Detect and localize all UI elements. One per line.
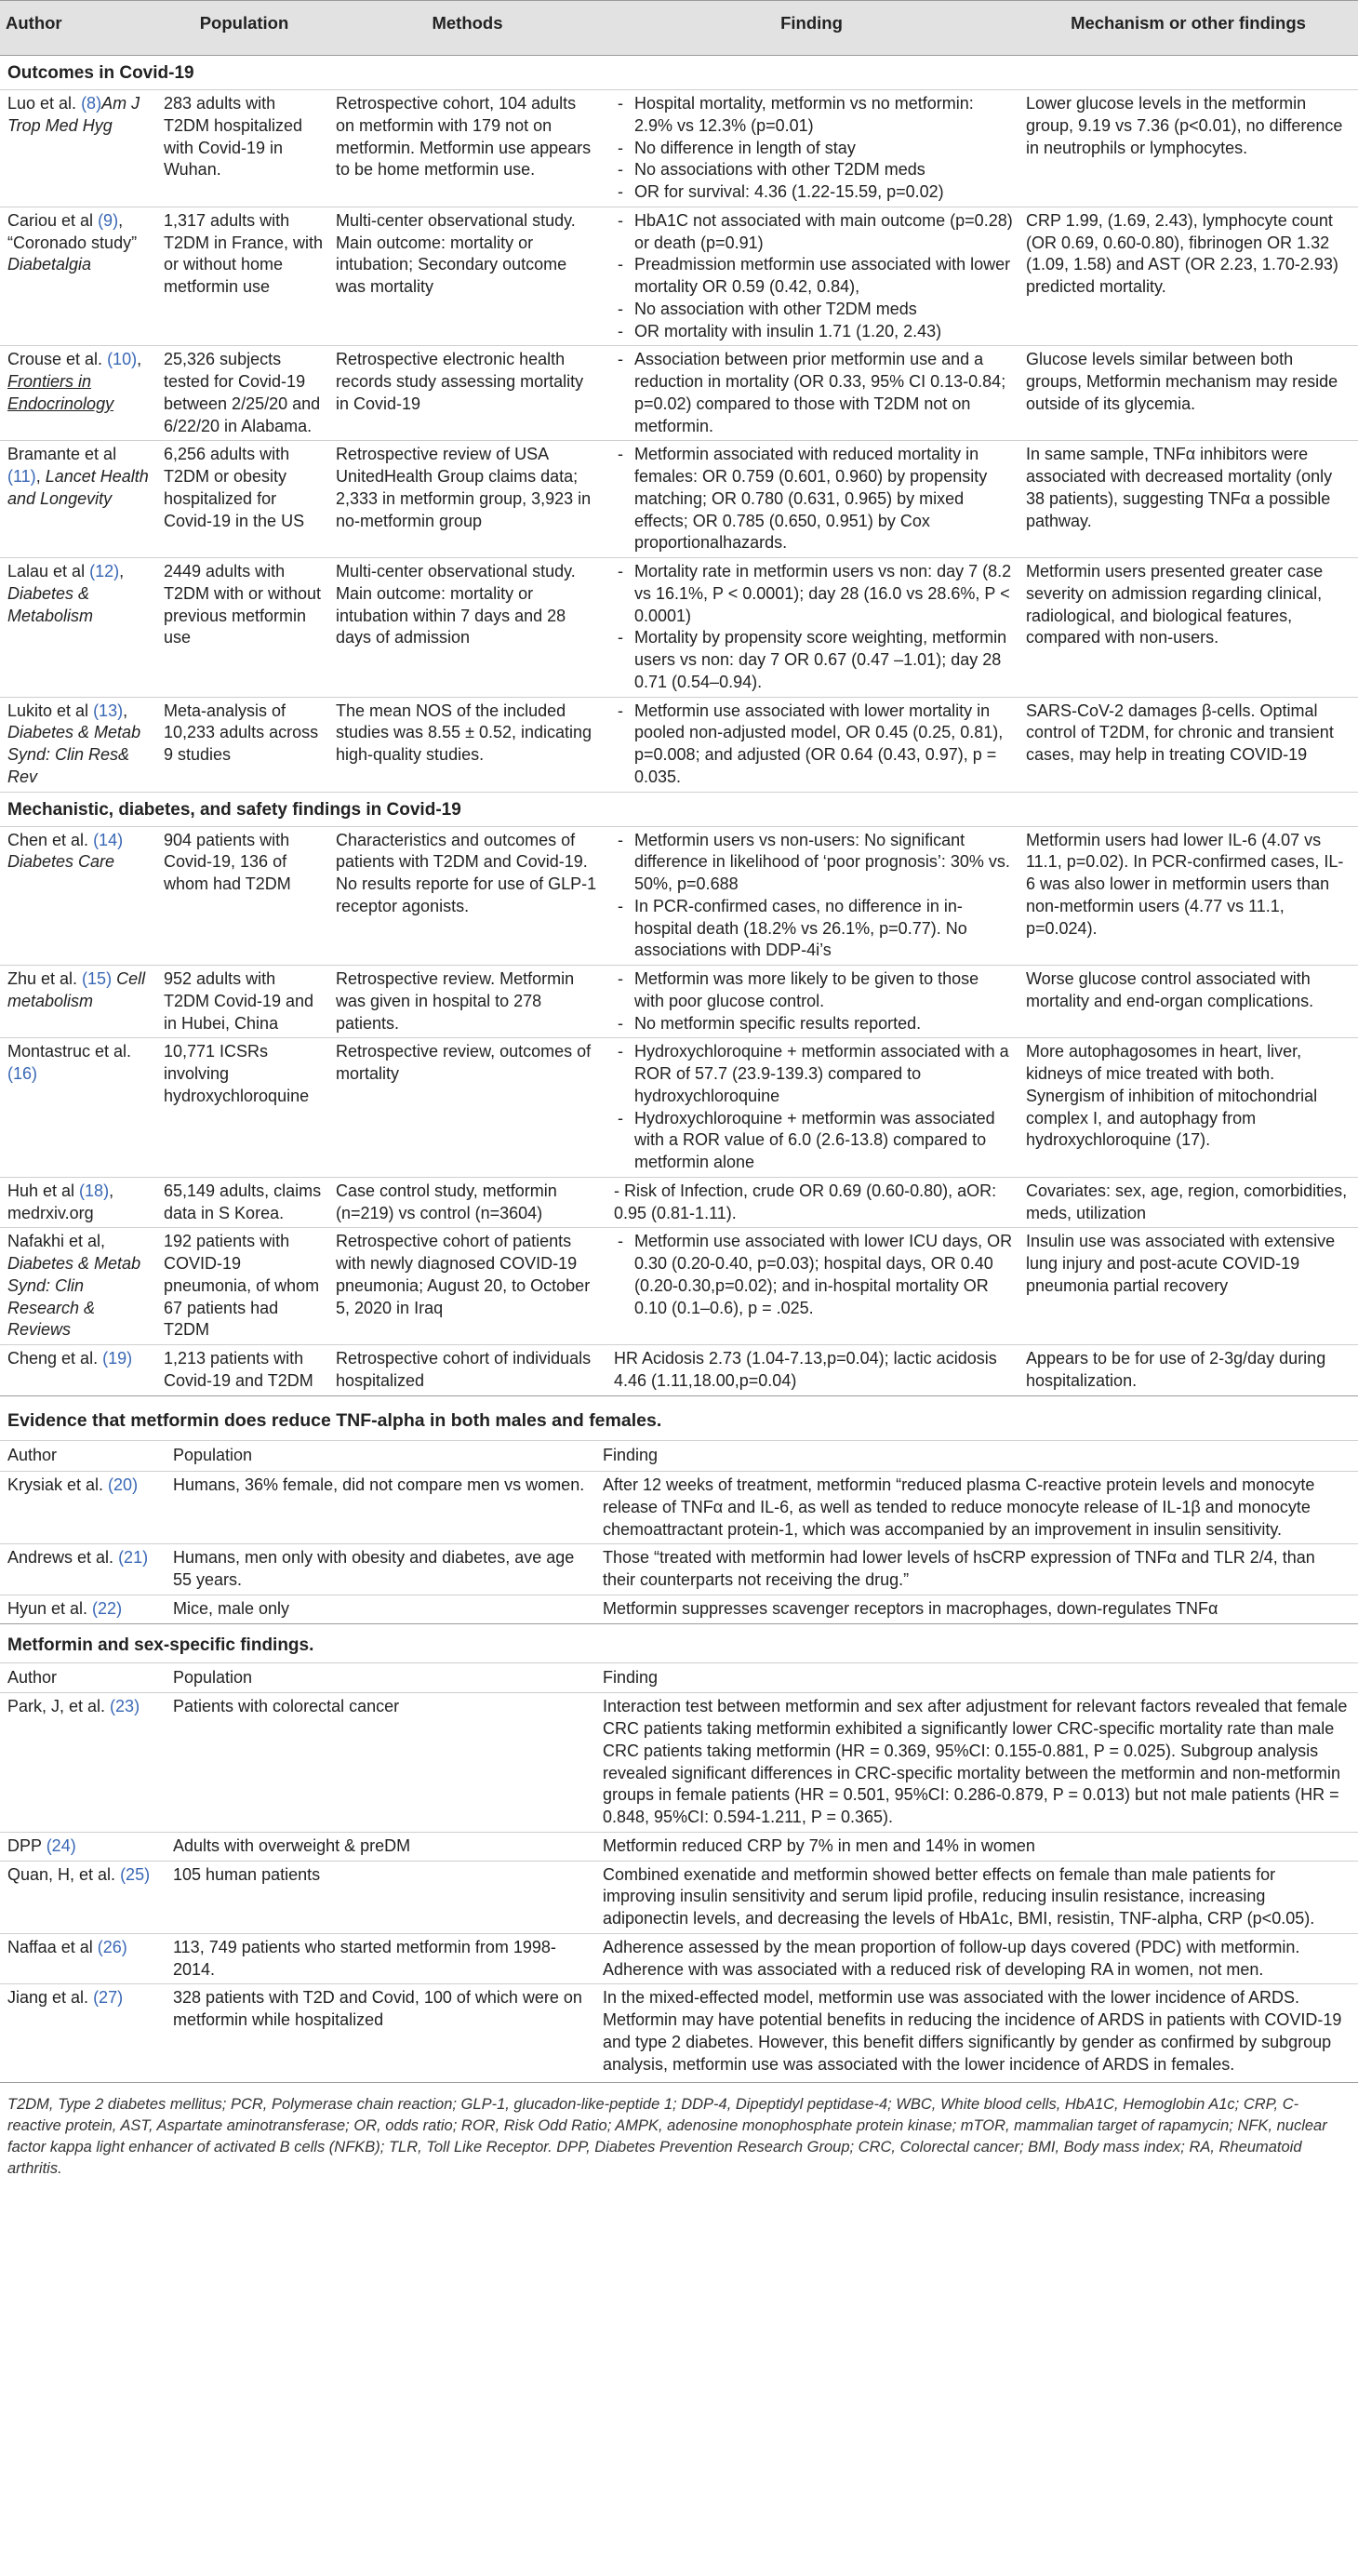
population-text: 10,771 ICSRs involving hydroxychloroquine: [164, 1042, 310, 1105]
author-ref-link[interactable]: (22): [92, 1598, 123, 1618]
cell-mechanism: [1018, 441, 1358, 557]
header-methods: Methods: [432, 13, 503, 33]
author-ref-link[interactable]: (16): [7, 1064, 38, 1084]
cell-finding: [605, 207, 1018, 346]
sex-section-header: [0, 1662, 1358, 1693]
cell-finding: [595, 1595, 1358, 1623]
cell-population: [166, 1984, 595, 2078]
cell-population: [158, 966, 330, 1037]
finding-text: Those “treated with metformin had lower levels of hsCRP expression of TNFα and TLR 2/4, than their counterparts not receiving the drug.”: [603, 1548, 1315, 1590]
table-row: [0, 1832, 1358, 1861]
finding-list: [614, 93, 1013, 204]
author-journal: Am J Trop Med Hyg: [7, 94, 140, 135]
author-name: Hyun et al.: [7, 1598, 93, 1618]
cell-population: [158, 90, 330, 207]
finding-item: - OR mortality with insulin 1.71 (1.20, 2.43): [614, 321, 1013, 343]
cell-population: [158, 827, 330, 966]
author-ref-link[interactable]: (20): [108, 1475, 139, 1495]
mechanism-text: CRP 1.99, (1.69, 2.43), lymphocyte count (OR 0.69, 0.60-0.80), fibrinogen OR 1.32 (1.09, 1.58) and AST (OR 2.23, 1.70-2.93) predicted mortality.: [1026, 210, 1338, 297]
author-sep: , “Coronado study”: [7, 210, 138, 252]
methods-text: Retrospective cohort, 104 adults on metformin with 179 not on metformin. Metformin use appears to be home metformin use.: [336, 94, 592, 180]
author-ref-link[interactable]: (26): [97, 1937, 127, 1956]
cell-finding: [595, 1984, 1358, 2078]
cell-population: [158, 1345, 330, 1395]
cell-methods: [330, 558, 605, 697]
cell-population: [158, 1178, 330, 1228]
finding-item: - Hydroxychloroquine + metformin associated with a ROR of 57.7 (23.9-139.3) compared to hydroxychloroquine: [614, 1041, 1013, 1107]
finding-list: [614, 1231, 1013, 1319]
cell-author: [0, 1934, 166, 1984]
population-text: 105 human patients: [173, 1864, 321, 1884]
cell-mechanism: [1018, 698, 1358, 792]
cell-author: [0, 1472, 166, 1543]
cell-author: [0, 1833, 166, 1861]
finding-list: [614, 830, 1013, 963]
methods-text: Case control study, metformin (n=219) vs control (n=3604): [336, 1181, 557, 1222]
cell-mechanism: [1018, 1345, 1358, 1395]
table-row: [0, 1227, 1358, 1344]
cell-author: [0, 1595, 166, 1623]
population-text: 283 adults with T2DM hospitalized with Covid-19 in Wuhan.: [164, 94, 303, 180]
cell-population: [166, 1544, 595, 1595]
mechanism-text: SARS-CoV-2 damages β-cells. Optimal control of T2DM, for chronic and transient cases, may help in treating COVID-19: [1026, 701, 1334, 765]
cell-mechanism: [1018, 1228, 1358, 1344]
cell-author: [0, 346, 158, 440]
cell-author: [0, 1544, 166, 1595]
cell-population: [158, 1038, 330, 1177]
table-row: [0, 557, 1358, 697]
author-name: DPP: [7, 1835, 47, 1855]
sex-rows: [0, 1692, 1358, 2078]
author-name: Naffaa et al: [7, 1937, 98, 1956]
finding-item: - Mortality by propensity score weighting, metformin users vs non: day 7 OR 0.67 (0.47 –1.01); day 28 0.71 (0.54–0.94).: [614, 627, 1013, 693]
cell-author: [0, 1862, 166, 1933]
population-text: Patients with colorectal cancer: [173, 1697, 400, 1716]
cell-finding: [605, 1178, 1018, 1228]
author-name: Huh et al: [7, 1181, 80, 1200]
finding-item: - Preadmission metformin use associated with lower mortality OR 0.59 (0.42, 0.84),: [614, 254, 1013, 299]
population-text: 6,256 adults with T2DM or obesity hospitalized for Covid-19 in the US: [164, 445, 305, 530]
cell-methods: [330, 441, 605, 557]
finding-item: - No association with other T2DM meds: [614, 299, 1013, 321]
cell-author: [0, 1228, 158, 1344]
author-name: Zhu et al.: [7, 969, 83, 989]
sex-header-finding: Finding: [603, 1667, 659, 1687]
mechanism-text: Lower glucose levels in the metformin group, 9.19 vs 7.36 (p<0.01), no difference in neutrophils or lymphocytes.: [1026, 94, 1343, 157]
author-ref-link[interactable]: (19): [102, 1349, 133, 1368]
table-row: [0, 1861, 1358, 1933]
section-mechanistic-title: Mechanistic, diabetes, and safety findings in Covid-19: [0, 792, 1358, 826]
mechanism-text: More autophagosomes in heart, liver, kidneys of mice treated with both. Synergism of inhibition of mitochondrial complex I, and autophagy from hydroxychloroquine (17).: [1026, 1042, 1318, 1150]
cell-finding: [595, 1693, 1358, 1832]
cell-mechanism: [1018, 207, 1358, 346]
finding-item: - Hydroxychloroquine + metformin was associated with a ROR value of 6.0 (2.6-13.8) compared to metformin alone: [614, 1108, 1013, 1174]
methods-text: Retrospective review. Metformin was given in hospital to 278 patients.: [336, 969, 575, 1033]
author-journal: Diabetes Care: [7, 852, 115, 872]
finding-item: - No metformin specific results reported.: [614, 1013, 1013, 1035]
tnf-section-title: Evidence that metformin does reduce TNF-alpha in both males and females.: [0, 1395, 1358, 1441]
section-outcomes-title: Outcomes in Covid-19: [7, 63, 194, 83]
outcomes-rows: [0, 89, 1358, 792]
author-sep: ,: [119, 562, 125, 581]
mechanism-text: In same sample, TNFα inhibitors were associated with decreased mortality (only 38 patients), suggesting TNFα a possible pathway.: [1026, 445, 1333, 530]
finding-item: - HbA1C not associated with main outcome (p=0.28) or death (p=0.91): [614, 210, 1013, 255]
finding-text-continued: Metformin may have potential benefits in reducing the incidence of ARDS in patients with COVID-19 and type 2 diabetes. However, this benefit differs significantly by gender as confirmed by subgroup analysis, metformin use was associated with the lower incidence of ARDS in females.: [603, 2010, 1342, 2074]
cell-author: [0, 441, 158, 557]
finding-list: [614, 444, 1013, 554]
population-text: 192 patients with COVID-19 pneumonia, of whom 67 patients had T2DM: [164, 1232, 320, 1340]
tnf-header-finding: Finding: [603, 1446, 659, 1465]
author-ref-link[interactable]: (10): [107, 350, 138, 369]
population-text: 904 patients with Covid-19, 136 of whom had T2DM: [164, 830, 291, 894]
finding-item: - OR for survival: 4.36 (1.22-15.59, p=0.02): [614, 181, 1013, 204]
finding-list: [614, 1041, 1013, 1174]
author-ref-link[interactable]: (13): [93, 701, 124, 720]
tnf-rows: [0, 1471, 1358, 1623]
author-name: Luo et al.: [7, 94, 82, 113]
cell-finding: [595, 1544, 1358, 1595]
population-text: Mice, male only: [173, 1598, 290, 1618]
cell-methods: [330, 827, 605, 966]
author-journal: Frontiers in Endocrinology: [7, 372, 114, 413]
population-text: 2449 adults with T2DM with or without previous metformin use: [164, 562, 322, 647]
finding-item: - Metformin associated with reduced mortality in females: OR 0.759 (0.601, 0.960) by propensity matching; OR 0.780 (0.631, 0.965) by mixed effects; OR 0.785 (0.650, 0.951) by Cox proportionalhazards.: [614, 444, 1013, 554]
author-name: Crouse et al.: [7, 350, 108, 369]
author-ref-link[interactable]: (9): [98, 210, 119, 230]
abbreviations-footnote: T2DM, Type 2 diabetes mellitus; PCR, Polymerase chain reaction; GLP-1, glucadon-like-peptide 1; DDP-4, Dipeptidyl peptidase-4; WBC, White blood cells, HbA1C, Hemoglobin A1c; CRP, C-reactive protein, AST, Aspartate aminotransferase; OR, odds ratio; ROR, Risk Odd Ratio; AMPK, adenosine monophosphate protein kinase; mTOR, mammalian target of rapamycin; NFK, nuclear factor kappa light enhancer of activated B cells (NFKB); TLR, Toll Like Receptor. DPP, Diabetes Prevention Research Group; CRC, Colorectal cancer; BMI, Body mass index; RA, Rheumatoid arthritis.: [0, 2082, 1358, 2186]
table-row: [0, 1933, 1358, 1984]
table-row: [0, 1543, 1358, 1595]
author-name: Andrews et al.: [7, 1548, 119, 1568]
cell-population: [166, 1934, 595, 1984]
author-ref-link[interactable]: (27): [93, 1988, 124, 2008]
author-name: Montastruc et al.: [7, 1042, 132, 1061]
methods-text: Multi-center observational study. Main outcome: mortality or intubation within 7 days and 28 days of admission: [336, 562, 576, 647]
finding-text: Metformin suppresses scavenger receptors in macrophages, down-regulates TNFα: [603, 1598, 1218, 1618]
author-sep: , medrxiv.org: [7, 1181, 114, 1222]
finding-text: HR Acidosis 2.73 (1.04-7.13,p=0.04); lactic acidosis 4.46 (1.11,18.00,p=0.04): [614, 1349, 997, 1390]
author-ref-link[interactable]: (12): [89, 562, 120, 581]
author-sep: ,: [35, 467, 46, 487]
cell-author: [0, 1178, 158, 1228]
table-row: [0, 697, 1358, 792]
author-name: Nafakhi et al,: [7, 1232, 106, 1251]
sex-section-title: Metformin and sex-specific findings.: [0, 1623, 1358, 1662]
author-journal: Diabetalgia: [7, 255, 92, 274]
cell-mechanism: [1018, 1178, 1358, 1228]
author-name: Lukito et al: [7, 701, 94, 720]
cell-finding: [605, 346, 1018, 440]
cell-mechanism: [1018, 558, 1358, 697]
table-row: [0, 1471, 1358, 1543]
cell-finding: [605, 827, 1018, 966]
cell-author: [0, 966, 158, 1037]
finding-item: - Metformin use associated with lower ICU days, OR 0.30 (0.20-0.40, p=0.03); hospital days, OR 0.40 (0.20-0.30,p=0.02); and in-hospital mortality OR 0.10 (0.1–0.6), p = .025.: [614, 1231, 1013, 1319]
table-row: [0, 1177, 1358, 1228]
finding-item: - Metformin was more likely to be given to those with poor glucose control.: [614, 968, 1013, 1013]
cell-methods: [330, 346, 605, 440]
cell-author: [0, 1345, 158, 1395]
table-row: [0, 1037, 1358, 1177]
finding-list: [614, 210, 1013, 343]
methods-text: Retrospective electronic health records study assessing mortality in Covid-19: [336, 350, 584, 413]
table-row: [0, 345, 1358, 440]
cell-methods: [330, 90, 605, 207]
table-row: [0, 1983, 1358, 2078]
population-text: 1,317 adults with T2DM in France, with or without home metformin use: [164, 210, 324, 297]
author-name: Cariou et al: [7, 210, 99, 230]
cell-population: [158, 346, 330, 440]
author-name: Lalau et al: [7, 562, 90, 581]
methods-text: Retrospective review of USA UnitedHealth Group claims data; 2,333 in metformin group, 3,923 in no-metformin group: [336, 445, 592, 530]
header-finding: Finding: [780, 13, 843, 33]
methods-text: Retrospective cohort of patients with newly diagnosed COVID-19 pneumonia; August 20, to October 5, 2020 in Iraq: [336, 1232, 591, 1317]
population-text: 1,213 patients with Covid-19 and T2DM: [164, 1349, 313, 1390]
author-ref-link[interactable]: (11): [7, 467, 36, 487]
finding-text: Metformin reduced CRP by 7% in men and 14% in women: [603, 1835, 1035, 1855]
finding-item: - No difference in length of stay: [614, 138, 1013, 160]
mechanism-text: Worse glucose control associated with mortality and end-organ complications.: [1026, 969, 1314, 1010]
cell-methods: [330, 1345, 605, 1395]
population-text: Meta-analysis of 10,233 adults across 9 studies: [164, 701, 319, 765]
author-journal: Lancet Health and Longevity: [7, 467, 149, 508]
author-name: Quan, H, et al.: [7, 1864, 121, 1884]
cell-author: [0, 1984, 166, 2078]
author-ref-link[interactable]: (23): [110, 1697, 140, 1716]
table-row: [0, 207, 1358, 346]
tnf-header-population: Population: [173, 1446, 253, 1465]
population-text: Humans, 36% female, did not compare men vs women.: [173, 1475, 585, 1495]
population-text: Humans, men only with obesity and diabetes, ave age 55 years.: [173, 1548, 575, 1590]
sex-header-population: Population: [173, 1667, 253, 1687]
cell-author: [0, 1693, 166, 1832]
cell-population: [166, 1862, 595, 1933]
table-row: [0, 826, 1358, 966]
finding-list: [614, 349, 1013, 437]
population-text: 952 adults with T2DM Covid-19 and in Hubei, China: [164, 969, 314, 1033]
finding-item: - Metformin use associated with lower mortality in pooled non-adjusted model, OR 0.45 (0.25, 0.81), p=0.008; and adjusted (OR 0.64 (0.43, 0.97), p = 0.035.: [614, 701, 1013, 789]
author-name: Park, J, et al.: [7, 1697, 111, 1716]
author-ref-link[interactable]: (18): [79, 1181, 110, 1200]
author-journal: Diabetes & Metab Synd: Clin Res& Rev: [7, 723, 141, 786]
cell-author: [0, 827, 158, 966]
cell-population: [166, 1833, 595, 1861]
author-journal: Cell metabolism: [7, 969, 146, 1010]
author-name: Cheng et al.: [7, 1349, 103, 1368]
finding-text: Combined exenatide and metformin showed better effects on female than male patients for improving insulin sensitivity and serum lipid profile, reducing insulin resistance, increasing adiponectin levels, and decreasing the levels of HbA1c, BMI, resistin, TNF-alpha, CRP (p<0.05).: [603, 1864, 1315, 1929]
tnf-section-header: [0, 1440, 1358, 1471]
table-header: [0, 0, 1358, 56]
author-journal: Diabetes & Metab Synd: Clin Research & Reviews: [7, 1254, 141, 1340]
population-text: Adults with overweight & preDM: [173, 1835, 411, 1855]
table-row: [0, 965, 1358, 1037]
cell-finding: [605, 441, 1018, 557]
population-text: 65,149 adults, claims data in S Korea.: [164, 1181, 322, 1222]
population-text: 25,326 subjects tested for Covid-19 between 2/25/20 and 6/22/20 in Alabama.: [164, 350, 321, 435]
author-ref-link[interactable]: (21): [118, 1548, 149, 1568]
cell-population: [158, 441, 330, 557]
cell-mechanism: [1018, 90, 1358, 207]
methods-text: Characteristics and outcomes of patients with T2DM and Covid-19. No results reporte for use of GLP-1 receptor agonists.: [336, 830, 597, 915]
header-author: Author: [6, 13, 62, 33]
table-row: [0, 1595, 1358, 1623]
cell-mechanism: [1018, 966, 1358, 1037]
mechanism-text: Glucose levels similar between both groups, Metformin mechanism may reside outside of its glycemia.: [1026, 350, 1338, 413]
cell-author: [0, 698, 158, 792]
cell-author: [0, 207, 158, 346]
methods-text: Retrospective review, outcomes of mortality: [336, 1042, 592, 1084]
cell-finding: [605, 698, 1018, 792]
cell-mechanism: [1018, 827, 1358, 966]
finding-list: [614, 561, 1013, 694]
finding-text: In the mixed-effected model, metformin use was associated with the lower incidence of ARDS.: [603, 1988, 1300, 2008]
finding-item: - Mortality rate in metformin users vs non: day 7 (8.2 vs 16.1%, P < 0.0001); day 28 (16.0 vs 28.6%, P < 0.0001): [614, 561, 1013, 627]
cell-methods: [330, 698, 605, 792]
table-row: [0, 1692, 1358, 1832]
cell-finding: [605, 1228, 1018, 1344]
cell-methods: [330, 1228, 605, 1344]
cell-population: [166, 1595, 595, 1623]
finding-item: - No associations with other T2DM meds: [614, 159, 1013, 181]
author-ref-link[interactable]: (25): [120, 1864, 151, 1884]
cell-methods: [330, 207, 605, 346]
finding-list: [614, 968, 1013, 1034]
cell-population: [158, 1228, 330, 1344]
cell-finding: [595, 1862, 1358, 1933]
finding-text: Adherence assessed by the mean proportion of follow-up days covered (PDC) with metformin. Adherence with was associated with a reduced risk of developing RA in women, not men.: [603, 1937, 1300, 1979]
author-ref-link[interactable]: (14): [93, 830, 124, 849]
finding-text: After 12 weeks of treatment, metformin “reduced plasma C-reactive protein levels and monocyte release of TNFα and IL-6, as well as tended to reduce monocyte release of IL-1β and monocyte chemoattractant protein-1, which was accompanied by an improvement in insulin sensitivity.: [603, 1475, 1315, 1539]
cell-finding: [605, 966, 1018, 1037]
author-ref-link[interactable]: (8): [81, 94, 102, 113]
cell-population: [158, 207, 330, 346]
tnf-header-author: Author: [7, 1446, 58, 1465]
finding-item: - In PCR-confirmed cases, no difference in in-hospital death (18.2% vs 26.1%, p=0.77). No associations with DDP-4i’s: [614, 896, 1013, 962]
cell-finding: [595, 1934, 1358, 1984]
cell-finding: [605, 1345, 1018, 1395]
mechanism-text: Metformin users had lower IL-6 (4.07 vs 11.1, p=0.02). In PCR-confirmed cases, IL-6 was also lower in metformin users than non-metformin users (4.77 vs 11.1, p=0.024).: [1026, 830, 1344, 938]
cell-finding: [605, 558, 1018, 697]
author-name: Bramante et al: [7, 445, 117, 464]
mechanism-text: Appears to be for use of 2-3g/day during hospitalization.: [1026, 1349, 1326, 1390]
finding-list: [614, 701, 1013, 789]
cell-mechanism: [1018, 1038, 1358, 1177]
author-name: Krysiak et al.: [7, 1475, 109, 1495]
finding-item: - Metformin users vs non-users: No significant difference in likelihood of ‘poor prognosis’: 30% vs. 50%, p=0.688: [614, 830, 1013, 896]
mechanism-text: Covariates: sex, age, region, comorbidities, meds, utilization: [1026, 1181, 1348, 1222]
finding-item: - Association between prior metformin use and a reduction in mortality (OR 0.33, 95% CI 0.13-0.84; p=0.02) compared to those with T2DM not on metformin.: [614, 349, 1013, 437]
cell-author: [0, 1038, 158, 1177]
cell-finding: [595, 1833, 1358, 1861]
cell-population: [166, 1693, 595, 1832]
header-population: Population: [199, 13, 289, 33]
mechanistic-rows: [0, 826, 1358, 1395]
author-ref-link[interactable]: (15): [82, 969, 113, 989]
table-row: [0, 89, 1358, 207]
cell-population: [158, 558, 330, 697]
author-name: Chen et al.: [7, 830, 94, 849]
mechanism-text: Metformin users presented greater case severity on admission regarding clinical, radiological, and biological features, compared with non-users.: [1026, 562, 1324, 647]
author-journal: Diabetes & Metabolism: [7, 583, 94, 625]
finding-text: - Risk of Infection, crude OR 0.69 (0.60-0.80), aOR: 0.95 (0.81-1.11).: [614, 1181, 997, 1222]
cell-author: [0, 558, 158, 697]
cell-methods: [330, 966, 605, 1037]
cell-author: [0, 90, 158, 207]
author-ref-link[interactable]: (24): [46, 1835, 76, 1855]
cell-finding: [605, 1038, 1018, 1177]
mechanism-text: Insulin use was associated with extensive lung injury and post-acute COVID-19 pneumonia partial recovery: [1026, 1232, 1336, 1295]
cell-population: [166, 1472, 595, 1543]
author-name: Jiang et al.: [7, 1988, 94, 2008]
cell-mechanism: [1018, 346, 1358, 440]
author-sep: ,: [123, 701, 128, 720]
cell-population: [158, 698, 330, 792]
methods-text: Multi-center observational study. Main outcome: mortality or intubation; Secondary outcome was mortality: [336, 210, 576, 297]
population-text: 113, 749 patients who started metformin from 1998-2014.: [173, 1937, 556, 1979]
table-row: [0, 1344, 1358, 1395]
author-sep: ,: [137, 350, 142, 369]
finding-text: Interaction test between metformin and sex after adjustment for relevant factors revealed that female CRC patients taking metformin exhibited a significantly lower CRC-specific mortality rate than male CRC patients taking metformin (HR = 0.369, 95%CI: 0.155-0.881, P = 0.025). Subgroup analysis revealed significant differences in CRC-specific mortality between the metformin and non-metformin groups in female patients (HR = 0.501, 95%CI: 0.286-0.879, P = 0.013) but not male patients (HR = 0.848, 95%CI: 0.594-1.211, P = 0.365).: [603, 1697, 1348, 1827]
table-row: [0, 440, 1358, 557]
header-mechanism: Mechanism or other findings: [1071, 13, 1306, 33]
finding-item: - Hospital mortality, metformin vs no metformin: 2.9% vs 12.3% (p=0.01): [614, 93, 1013, 138]
methods-text: The mean NOS of the included studies was 8.55 ± 0.52, indicating high-quality studies.: [336, 701, 592, 765]
cell-finding: [595, 1472, 1358, 1543]
population-text: 328 patients with T2D and Covid, 100 of which were on metformin while hospitalized: [173, 1988, 582, 2030]
cell-methods: [330, 1178, 605, 1228]
methods-text: Retrospective cohort of individuals hospitalized: [336, 1349, 592, 1390]
sex-header-author: Author: [7, 1667, 58, 1687]
cell-methods: [330, 1038, 605, 1177]
cell-finding: [605, 90, 1018, 207]
